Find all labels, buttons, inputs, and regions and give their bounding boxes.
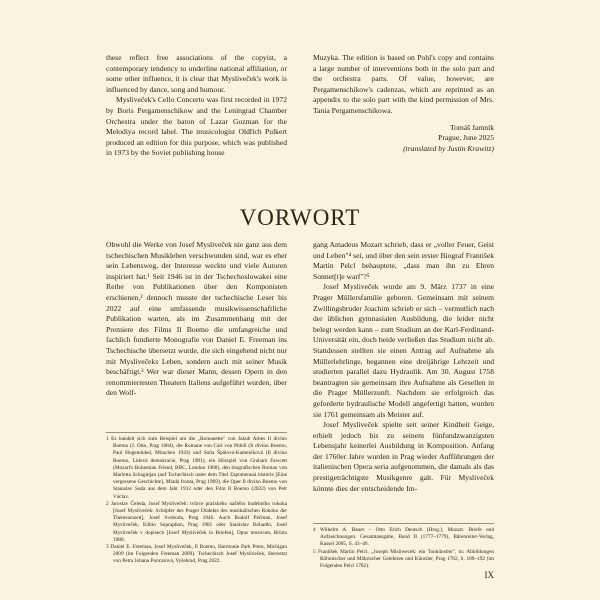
footnote: 5 František Martin Pelcl, „Joseph Misliwecek: ein Tonkünstler", in: Abbildungen Böhmischer und Mährischer Gelehrten und Künstler, Prag 1782, S. 189–192 (im Folgenden Pelcl 1782). <box>313 548 494 570</box>
author-name: Tomáš Jamník <box>450 122 494 132</box>
paragraph: Muzyka. The edition is based on Pohl's copy and contains a large number of interventions both in the solo part and the orchestra parts. Of value, however, are Pergamenschikow's cadenzas, which are reprinted as an appendix to the solo part with the kind permission of Mrs. Tania Pergamenschikowa. <box>313 53 494 115</box>
paragraph: gang Amadeus Mozart schrieb, dass er „voller Feuer, Geist und Leben"⁴ sei, und über den sein erster Biograf František Martin Pelcl behauptete, „dass man ihn zu Ehren Sonnet[t]e warf"?⁵ <box>313 240 494 281</box>
footnote: 3 Daniel E. Freeman, Josef Mysliveček, Il Boemo, Harmonie Park Press, Michigan 2009 (im Folgenden Freeman 2009). Tschechisch Josef Mysliveček, übersetzt von Petra Johana Poncarová, Vyšehrad, Prag 2022. <box>106 544 287 565</box>
place-date: Prague, June 2025 <box>438 133 494 143</box>
translator-credit: (translated by Justin Krawitz) <box>403 143 494 153</box>
paragraph: Josef Mysliveček spielte seit seiner Kindheit Geige, erhielt jedoch bis zu seinem fünfundzwanzigsten Lebensjahr keinerlei Ausbildung in Komposition. Anfang der 1760er Jahre wurden in Prag wieder Aufführungen der italienischen Opera seria aufgenommen, die damals als das prestigeträchtigste Musikgenre galt. Für Mysliveček könnte dies der entscheidende Im- <box>313 420 494 493</box>
section-heading: VORWORT <box>239 205 361 230</box>
english-preface-left-column <box>106 53 287 159</box>
footnote: 4 Wilhelm A. Bauer – Otto Erich Deutsch (Hrsg.), Mozart. Briefe und Aufzeichnungen. Gesamtausgabe, Band II (1777–1779), Bärenreiter-Verlag, Kassel 2005, S. 43–46. <box>313 527 494 548</box>
vorwort-right-column <box>313 240 494 494</box>
paragraph: these reflect free associations of the copyist, a contemporary tendency to underline national affiliation, or some other influence, it is clear that Mysliveček's work is influenced by dance, song and humour. <box>106 53 287 94</box>
footnotes-left <box>106 432 287 566</box>
footnote: 2 Jaroslav Čeleda, Josef Mysliveček: tvůrce pražského našlého hudebního rokoka [Josef Mysliveček: Schöpfer des Prager Dialekts des musikalischen Rokoko der Theresienzeit], Josef Svoboda, Prag 1946. Auch Rudolf Pečman, Josef Mysliveček, Editio Supraphon, Prag 1981 oder Stanislav Bohadlo, Josef Mysliveček v dopisech [Josef Mysliveček in Briefen], Opus musicum, Brünn 1988. <box>106 500 287 543</box>
english-preface-right-column <box>313 53 494 154</box>
paragraph: Mysliveček's Cello Concerto was first recorded in 1972 by Boris Pergamenschikow and the Leningrad Chamber Orchestra under the baton of Lazar Gozman for the Melodiya record label. The musicologist Oldřich Pulkert produced an edition for this purpose, which was published in 1973 by the Soviet publishing house <box>106 95 287 158</box>
vorwort-left-column <box>106 240 287 399</box>
paragraph: Obwohl die Werke von Josef Mysliveček nie ganz aus dem tschechischen Musikleben verschwunden sind, war es eher sein Lebensweg, der Interesse weckte und viele Autoren inspiriert hat.¹ Seit 1946 ist in der Tschechoslowakei eine Reihe von Publikationen über den Komponisten erschienen,² dennoch musste der tschechische Leser bis 2022 auf eine umfassende musikwissenschaftliche Publikation warten, als im Zusammenhang mit der Premiere des Films Il Boemo die umfangreiche und fachlich fundierte Monografie von Daniel E. Freeman ins Tschechische übersetzt wurde, die sich eingehend nicht nur mit Myslivečeks Leben, sondern auch mit seiner Musik beschäftigt.³ Wer war dieser Mann, dessen Opern in den renommiertesten Theatern Italiens aufgeführt wurden, über den Wolf- <box>106 240 287 398</box>
signature-block <box>313 123 494 155</box>
page-number: IX <box>484 570 494 580</box>
paragraph: Josef Mysliveček wurde am 9. März 1737 in eine Prager Müllersfamilie geboren. Gemeinsam mit seinem Zwillingsbruder Joachim schrieb er sich – vermutlich nach der üblichen gymnasialen Ausbildung, die leider nicht belegt werden kann – zum Studium an der Karl-Ferdinand-Universität ein, doch beide verließen das Studium nicht ab. Stattdessen stellten sie einen Antrag auf Aufnahme als Müllerlehrlinge, begannen eine dreijährige Lehrzeit und studierten parallel dazu Hydraulik. Am 30. August 1758 beantragten sie gemeinsam ihre Aufnahme als Gesellen in die Prager Müllerzunft. Nachdem sie erfolgreich das geforderte hydraulische Modell angefertigt hatten, wurden sie 1761 gemeinsam als Meister auf. <box>313 282 494 419</box>
footnote: 1 Es handelt sich zum Beispiel um die „Romanette" von Jakub Arbes Il divino Boemo (J. Otto, Prag 1884), die Romane von Carl von Pidoll (Il divino Boemo, Paul Hogendubel, München 1943) und Soňa Špálová-Kameníková (Il divino Boemo, Lidová demokracie, Prag 1981), ein Hörspiel von Graham Fawcett (Mozart's Bohemian Friend, BBC, London 1988), den biografischen Roman von Marietta Schaginjan (auf Tschechisch unter dem Titel Zapomenutá historie [Eine vergessene Geschichte], Mladá fronta, Prag 1969), die Oper Il divino Boemo von Stanislav Suda aus dem Jahr 1912 oder den Film Il Boemo (2022) von Petr Václav. <box>106 436 287 500</box>
footnotes-right <box>313 523 494 570</box>
